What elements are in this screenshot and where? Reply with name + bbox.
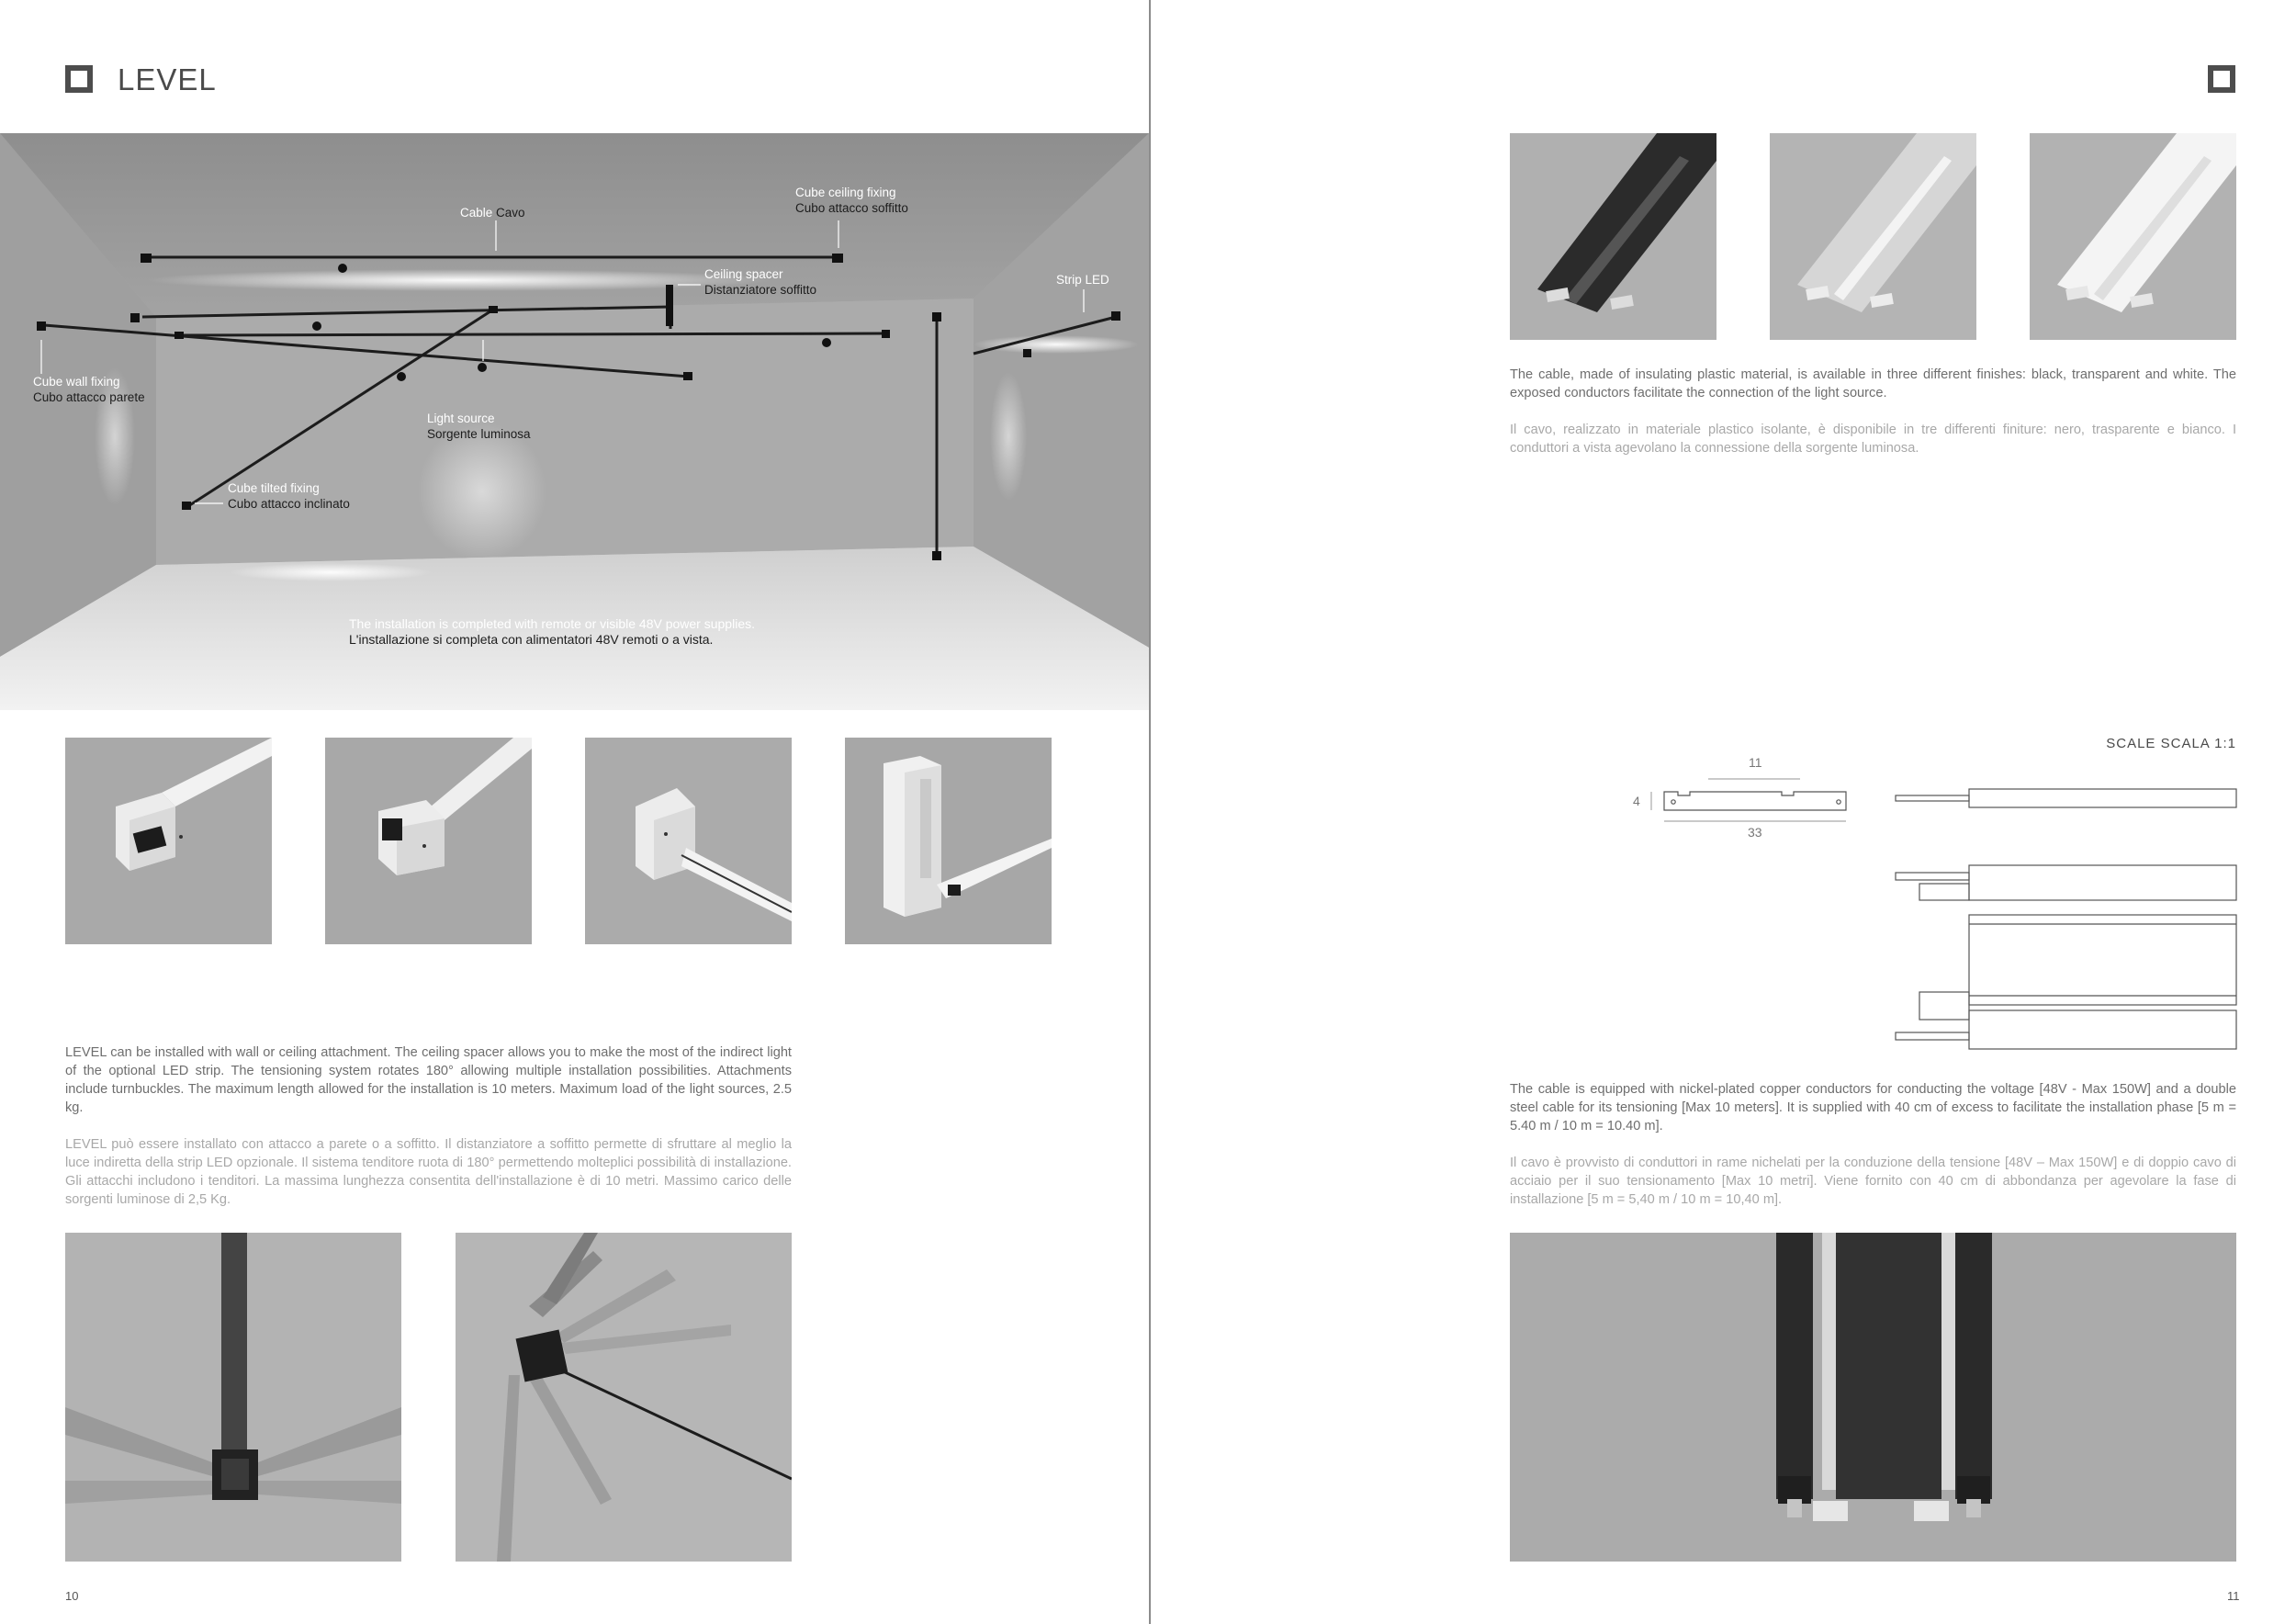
label-light-source xyxy=(427,411,531,442)
photo-ceiling-view xyxy=(65,1233,401,1562)
label-cable xyxy=(460,205,525,220)
square-icon xyxy=(2208,65,2235,93)
cable-cross-section-drawing xyxy=(1626,753,1864,845)
cable-plan-view-drawing xyxy=(1892,863,2241,1052)
photo-tilted-fixing xyxy=(585,738,792,944)
label-light-source-en: Light source xyxy=(427,412,495,425)
photo-cable-transparent xyxy=(1770,133,1976,340)
power-supply-note-en: The installation is completed with remote or visible 48V power supplies. xyxy=(349,616,755,631)
power-supply-note xyxy=(349,616,755,648)
photo-spacer-fixing xyxy=(845,738,1052,944)
label-cube-tilted-it: Cubo attacco inclinato xyxy=(228,497,350,511)
installation-room-image xyxy=(0,133,1149,710)
page-number-left: 10 xyxy=(65,1589,79,1603)
right-cable-finishes-en: The cable, made of insulating plastic material, is available in three different finishes: black, transparent and white. The exposed conductors facilitate the connection of the light source. xyxy=(1510,367,2236,400)
label-ceiling-spacer-en: Ceiling spacer xyxy=(704,267,783,281)
label-cube-tilted-en: Cube tilted fixing xyxy=(228,481,320,495)
right-cable-finishes-it: Il cavo, realizzato in materiale plastico isolante, è disponibile in tre differenti finiture: nero, trasparente e bianco. I conduttori a vista agevolano la connessione della sorgente luminosa. xyxy=(1510,423,2236,456)
label-cube-ceiling-en: Cube ceiling fixing xyxy=(795,186,896,199)
page-title: LEVEL xyxy=(118,62,217,96)
label-cube-wall-en: Cube wall fixing xyxy=(33,375,120,389)
photo-cable-black xyxy=(1510,133,1716,340)
label-light-source-it: Sorgente luminosa xyxy=(427,427,531,441)
power-supply-note-it: L'installazione si completa con alimentatori 48V remoti o a vista. xyxy=(349,632,714,647)
dimension-length: 33 xyxy=(1748,825,1762,840)
dimension-height: 4 xyxy=(1633,794,1640,808)
label-cube-wall-it: Cubo attacco parete xyxy=(33,390,145,404)
label-cable-en: Cable xyxy=(460,206,493,220)
label-ceiling-spacer xyxy=(704,266,816,298)
photo-ceiling-fixing xyxy=(325,738,532,944)
photo-radial-cables xyxy=(456,1233,792,1562)
cable-side-view-drawing xyxy=(1892,785,2241,813)
label-cube-ceiling xyxy=(795,185,908,216)
page-spine-divider xyxy=(1149,0,1151,1624)
label-cube-tilted xyxy=(228,480,350,512)
photo-wall-fixing xyxy=(65,738,272,944)
photo-cable-closeup xyxy=(1510,1233,2236,1562)
label-cube-ceiling-it: Cubo attacco soffitto xyxy=(795,201,908,215)
left-description-it: LEVEL può essere installato con attacco a parete o a soffitto. Il distanziatore a soffitto permette di sfruttare al meglio la luce indiretta della strip LED opzionale. Il sistema tenditore ruota di 180° permettendo molteplici possibilità di installazione. Gli attacchi includono i tenditori. La massima lunghezza consentita dell'installazione è di 10 metri. Massimo carico delle sorgenti luminose di 2,5 Kg. xyxy=(65,1137,792,1207)
label-cable-it: Cavo xyxy=(496,206,525,220)
right-conductors-en: The cable is equipped with nickel-plated copper conductors for conducting the voltage [48V - Max 150W] and a double steel cable for its tensioning [Max 10 meters]. It is supplied with 40 cm of excess to facilitate the installation phase [5 m = 5.40 m / 10 m = 10.40 m]. xyxy=(1510,1082,2236,1133)
left-description-en: LEVEL can be installed with wall or ceiling attachment. The ceiling spacer allows you to make the most of the indirect light of the optional LED strip. The tensioning system rotates 180° allowing multiple installation possibilities. Attachments include turnbuckles. The maximum length allowed for the installation is 10 meters. Maximum load of the light sources, 2.5 kg. xyxy=(65,1045,792,1115)
label-strip-led xyxy=(1056,272,1109,288)
label-ceiling-spacer-it: Distanziatore soffitto xyxy=(704,283,817,297)
square-icon xyxy=(65,65,93,93)
scale-label: SCALE SCALA 1:1 xyxy=(2106,736,2236,751)
page-number-right: 11 xyxy=(2227,1589,2240,1603)
label-cube-wall xyxy=(33,374,145,405)
dimension-width: 11 xyxy=(1749,755,1762,770)
right-conductors-it: Il cavo è provvisto di conduttori in rame nichelati per la conduzione della tensione [48V – Max 150W] e di doppio cavo di acciaio per il suo tensionamento [Max 10 metri]. Viene fornito con 40 cm di abbondanza per agevolare la fase di installazione [5 m = 5,40 m / 10 m = 10,40 m]. xyxy=(1510,1156,2236,1207)
photo-cable-white xyxy=(2030,133,2236,340)
label-strip-led-en: Strip LED xyxy=(1056,273,1109,287)
